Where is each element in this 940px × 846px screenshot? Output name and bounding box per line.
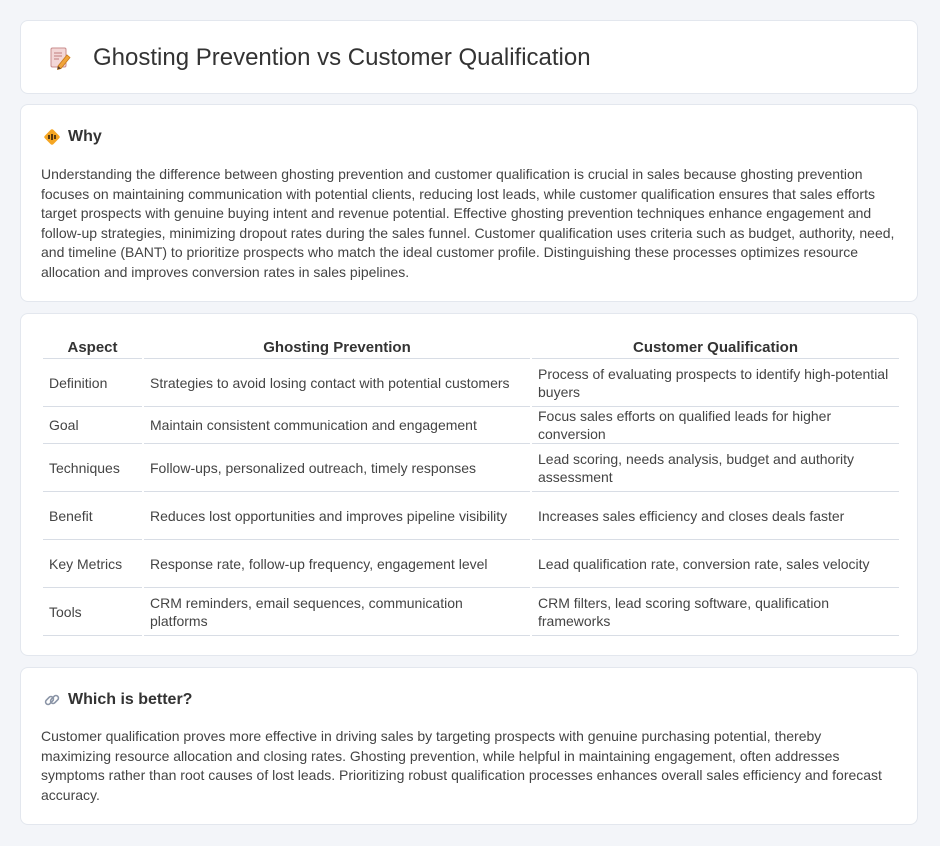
comparison-table-card [20,313,918,656]
header-aspect: Aspect [43,334,143,359]
link-icon [43,691,61,709]
table-row [43,359,899,407]
which-is-better-section [20,667,918,825]
row-ghosting-prevention: CRM reminders, email sequences, communication platforms [143,588,531,636]
title-card [20,20,918,94]
why-text: Understanding the difference between ghosting prevention and customer qualification is crucial in sales because ghosting prevention focuses on maintaining communication with potential clients, reducing lost leads, while customer qualification ensures that sales efforts target prospects with genuine buying intent and revenue potential. Effective ghosting prevention techniques enhance engagement and follow-up strategies, minimizing dropout rates during the sales funnel. Customer qualification uses criteria such as budget, authority, need, and timeline (BANT) to prioritize prospects who match the ideal customer profile. Distinguishing these processes optimizes resource allocation and improves conversion rates in sales pipelines. [41,166,895,280]
row-aspect: Definition [43,359,143,407]
why-heading: Why [68,128,102,145]
row-ghosting-prevention: Strategies to avoid losing contact with potential customers [143,359,531,407]
row-aspect: Key Metrics [43,540,143,588]
row-ghosting-prevention: Response rate, follow-up frequency, engagement level [143,540,531,588]
row-aspect: Tools [43,588,143,636]
row-customer-qualification: Lead qualification rate, conversion rate, sales velocity [531,540,899,588]
table-header-row [43,334,899,359]
header-customer-qualification: Customer Qualification [531,334,899,359]
row-aspect: Goal [43,407,143,444]
row-aspect: Techniques [43,444,143,492]
row-aspect: Benefit [43,492,143,540]
table-row [43,444,899,492]
table-row [43,407,899,444]
table-row [43,492,899,540]
row-customer-qualification: Focus sales efforts on qualified leads for higher conversion [531,407,899,444]
table-row [43,540,899,588]
diamond-warning-icon [43,128,61,146]
row-ghosting-prevention: Follow-ups, personalized outreach, timely responses [143,444,531,492]
table-row [43,588,899,636]
comparison-table [43,334,899,636]
why-section [20,104,918,302]
better-text: Customer qualification proves more effective in driving sales by targeting prospects with genuine purchasing potential, thereby maximizing resource allocation and closing rates. Ghosting prevention, while helpful in maintaining engagement, often addresses symptoms rather than root causes of lost leads. Prioritizing robust qualification processes enhances overall sales efficiency and forecast accuracy. [41,728,882,803]
title-row [47,43,591,73]
better-header [43,690,192,710]
better-heading: Which is better? [68,691,193,708]
row-customer-qualification: Lead scoring, needs analysis, budget and authority assessment [531,444,899,492]
why-header [43,127,102,147]
document-pencil-icon [47,45,73,71]
header-ghosting-prevention: Ghosting Prevention [143,334,531,359]
row-customer-qualification: Increases sales efficiency and closes deals faster [531,492,899,540]
row-customer-qualification: CRM filters, lead scoring software, qualification frameworks [531,588,899,636]
row-customer-qualification: Process of evaluating prospects to identify high-potential buyers [531,359,899,407]
row-ghosting-prevention: Reduces lost opportunities and improves pipeline visibility [143,492,531,540]
page-title: Ghosting Prevention vs Customer Qualification [93,44,591,71]
row-ghosting-prevention: Maintain consistent communication and engagement [143,407,531,444]
